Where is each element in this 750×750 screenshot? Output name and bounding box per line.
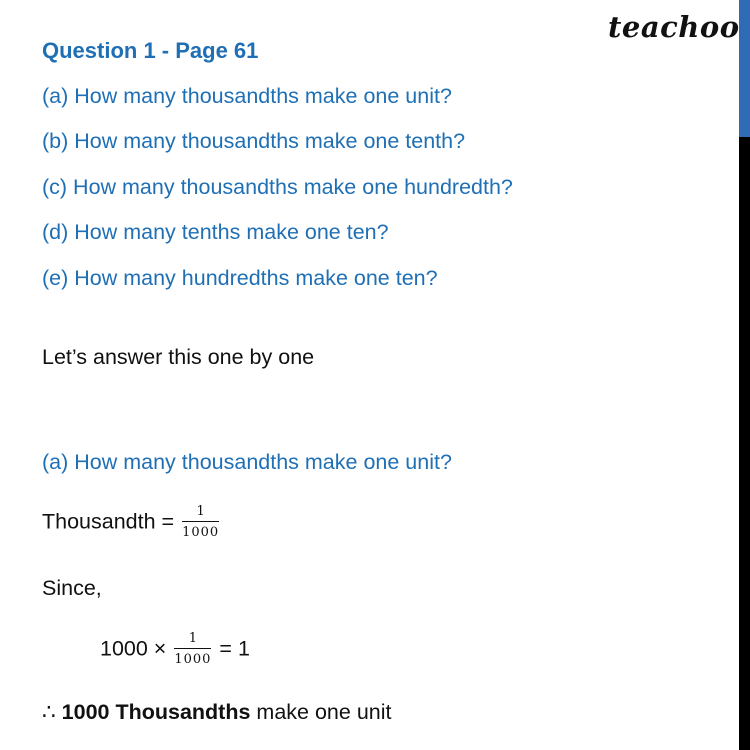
equation-numerator: 1: [174, 632, 211, 649]
conclusion-line: [42, 702, 391, 724]
teachoo-logo: teachoo: [608, 10, 740, 44]
question-d: (d) How many tenths make one ten?: [42, 220, 389, 244]
question-e: (e) How many hundredths make one ten?: [42, 266, 438, 290]
question-c: (c) How many thousandths make one hundredth?: [42, 175, 513, 199]
right-side-bar: [739, 0, 750, 750]
equation-left: 1000 ×: [100, 636, 167, 661]
definition-label: Thousandth =: [42, 509, 175, 534]
equation-fraction: [174, 632, 211, 666]
intro-text: Let’s answer this one by one: [42, 345, 315, 369]
definition-line: [42, 505, 221, 539]
conclusion-rest: make one unit: [256, 700, 392, 724]
conclusion-bold: 1000 Thousandths: [61, 700, 251, 724]
side-bar-accent: [739, 0, 750, 137]
definition-fraction: [182, 505, 219, 539]
question-b: (b) How many thousandths make one tenth?: [42, 129, 466, 153]
question-a: (a) How many thousandths make one unit?: [42, 84, 452, 108]
equation-right: = 1: [219, 636, 250, 661]
therefore-symbol: ∴: [42, 700, 56, 724]
definition-numerator: 1: [182, 505, 219, 522]
part-a-heading: (a) How many thousandths make one unit?: [42, 450, 452, 474]
since-text: Since,: [42, 576, 102, 600]
equation-denominator: 1000: [174, 652, 212, 667]
equation-line: [100, 632, 250, 666]
question-title: Question 1 - Page 61: [42, 38, 259, 63]
definition-denominator: 1000: [182, 525, 220, 540]
